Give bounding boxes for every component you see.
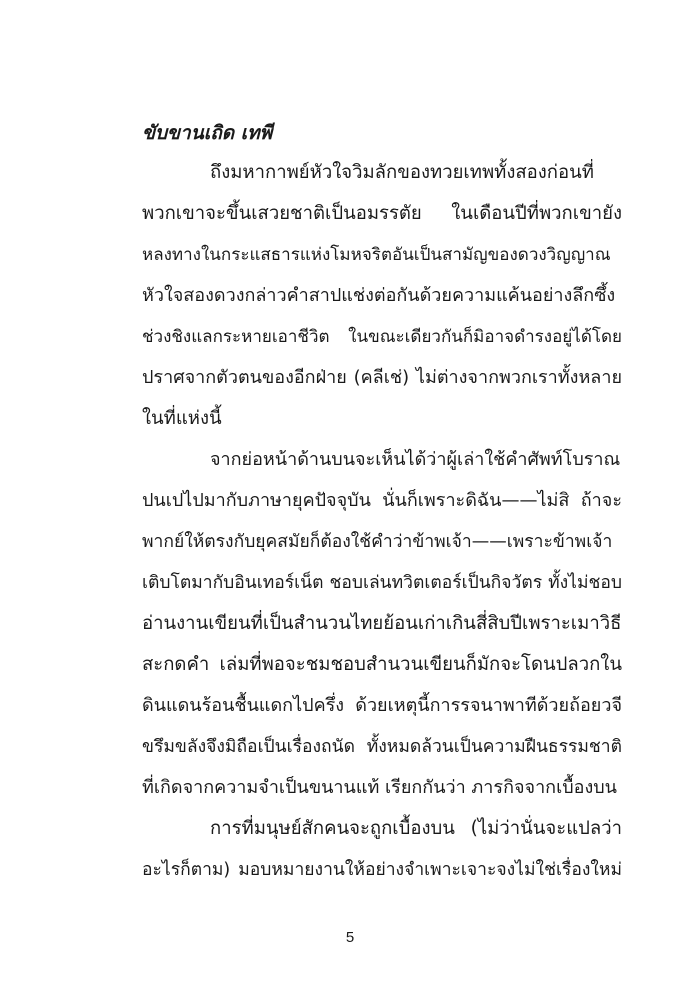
paragraph-line: ขรึมขลังจึงมิถือเป็นเรื่องถนัด ทั้งหมดล้วนเป็นความฝืนธรรมชาติ bbox=[142, 737, 622, 757]
paragraph-line: ช่วงชิงแลกระหายเอาชีวิต ในขณะเดียวกันก็มิอาจดำรงอยู่ได้โดย bbox=[142, 327, 622, 347]
paragraph-line: หัวใจสองดวงกล่าวคำสาปแช่งต่อกันด้วยความแค้นอย่างลึกซึ้ง bbox=[142, 285, 616, 306]
paragraph-line: พวกเขาจะขึ้นเสวยชาติเป็นอมรรตัย ในเดือนปีที่พวกเขายัง bbox=[142, 203, 622, 224]
section-heading: ขับขานเถิด เทพี bbox=[142, 122, 273, 144]
paragraph-line: จากย่อหน้าด้านบนจะเห็นได้ว่าผู้เล่าใช้คำศัพท์โบราณ bbox=[210, 449, 621, 470]
paragraph-line: เติบโตมากับอินเทอร์เน็ต ชอบเล่นทวิตเตอร์เป็นกิจวัตร ทั้งไม่ชอบ bbox=[142, 573, 622, 593]
paragraph-line: อ่านงานเขียนที่เป็นสำนวนไทยย้อนเก่าเกินสี่สิบปีเพราะเมาวิธี bbox=[142, 613, 622, 634]
page-number: 5 bbox=[345, 929, 355, 946]
paragraph-line: สะกดคำ เล่มที่พอจะชมชอบสำนวนเขียนก็มักจะโดนปลวกใน bbox=[142, 654, 622, 675]
paragraph-line: ปนเปไปมากับภาษายุคปัจจุบัน นั่นก็เพราะดิฉัน——ไม่สิ ถ้าจะ bbox=[142, 490, 622, 511]
paragraph-line: ปราศจากตัวตนของอีกฝ่าย (คลีเช่) ไม่ต่างจากพวกเราทั้งหลาย bbox=[142, 367, 622, 388]
paragraph-line: หลงทางในกระแสธารแห่งโมหจริตอันเป็นสามัญของดวงวิญญาณ bbox=[142, 245, 611, 265]
paragraph-line: การที่มนุษย์สักคนจะถูกเบื้องบน (ไม่ว่านั่นจะแปลว่า bbox=[210, 818, 622, 839]
paragraph-line: พากย์ให้ตรงกับยุคสมัยก็ต้องใช้คำว่าข้าพเจ้า——เพราะข้าพเจ้า bbox=[142, 532, 613, 552]
paragraph-line: ดินแดนร้อนชื้นแดกไปครึ่ง ด้วยเหตุนี้การรจนาพาทีด้วยถ้อยวจี bbox=[142, 695, 622, 716]
paragraph-line: อะไรก็ตาม) มอบหมายงานให้อย่างจำเพาะเจาะจงไม่ใช่เรื่องใหม่ bbox=[142, 860, 622, 880]
paragraph-line: ถึงมหากาพย์หัวใจวิมลักของทวยเทพทั้งสองก่อนที่ bbox=[210, 162, 594, 183]
paragraph-line: ในที่แห่งนี้ bbox=[142, 408, 222, 429]
paragraph-line: ที่เกิดจากความจำเป็นขนานแท้ เรียกกันว่า ภารกิจจากเบื้องบน bbox=[142, 777, 617, 798]
